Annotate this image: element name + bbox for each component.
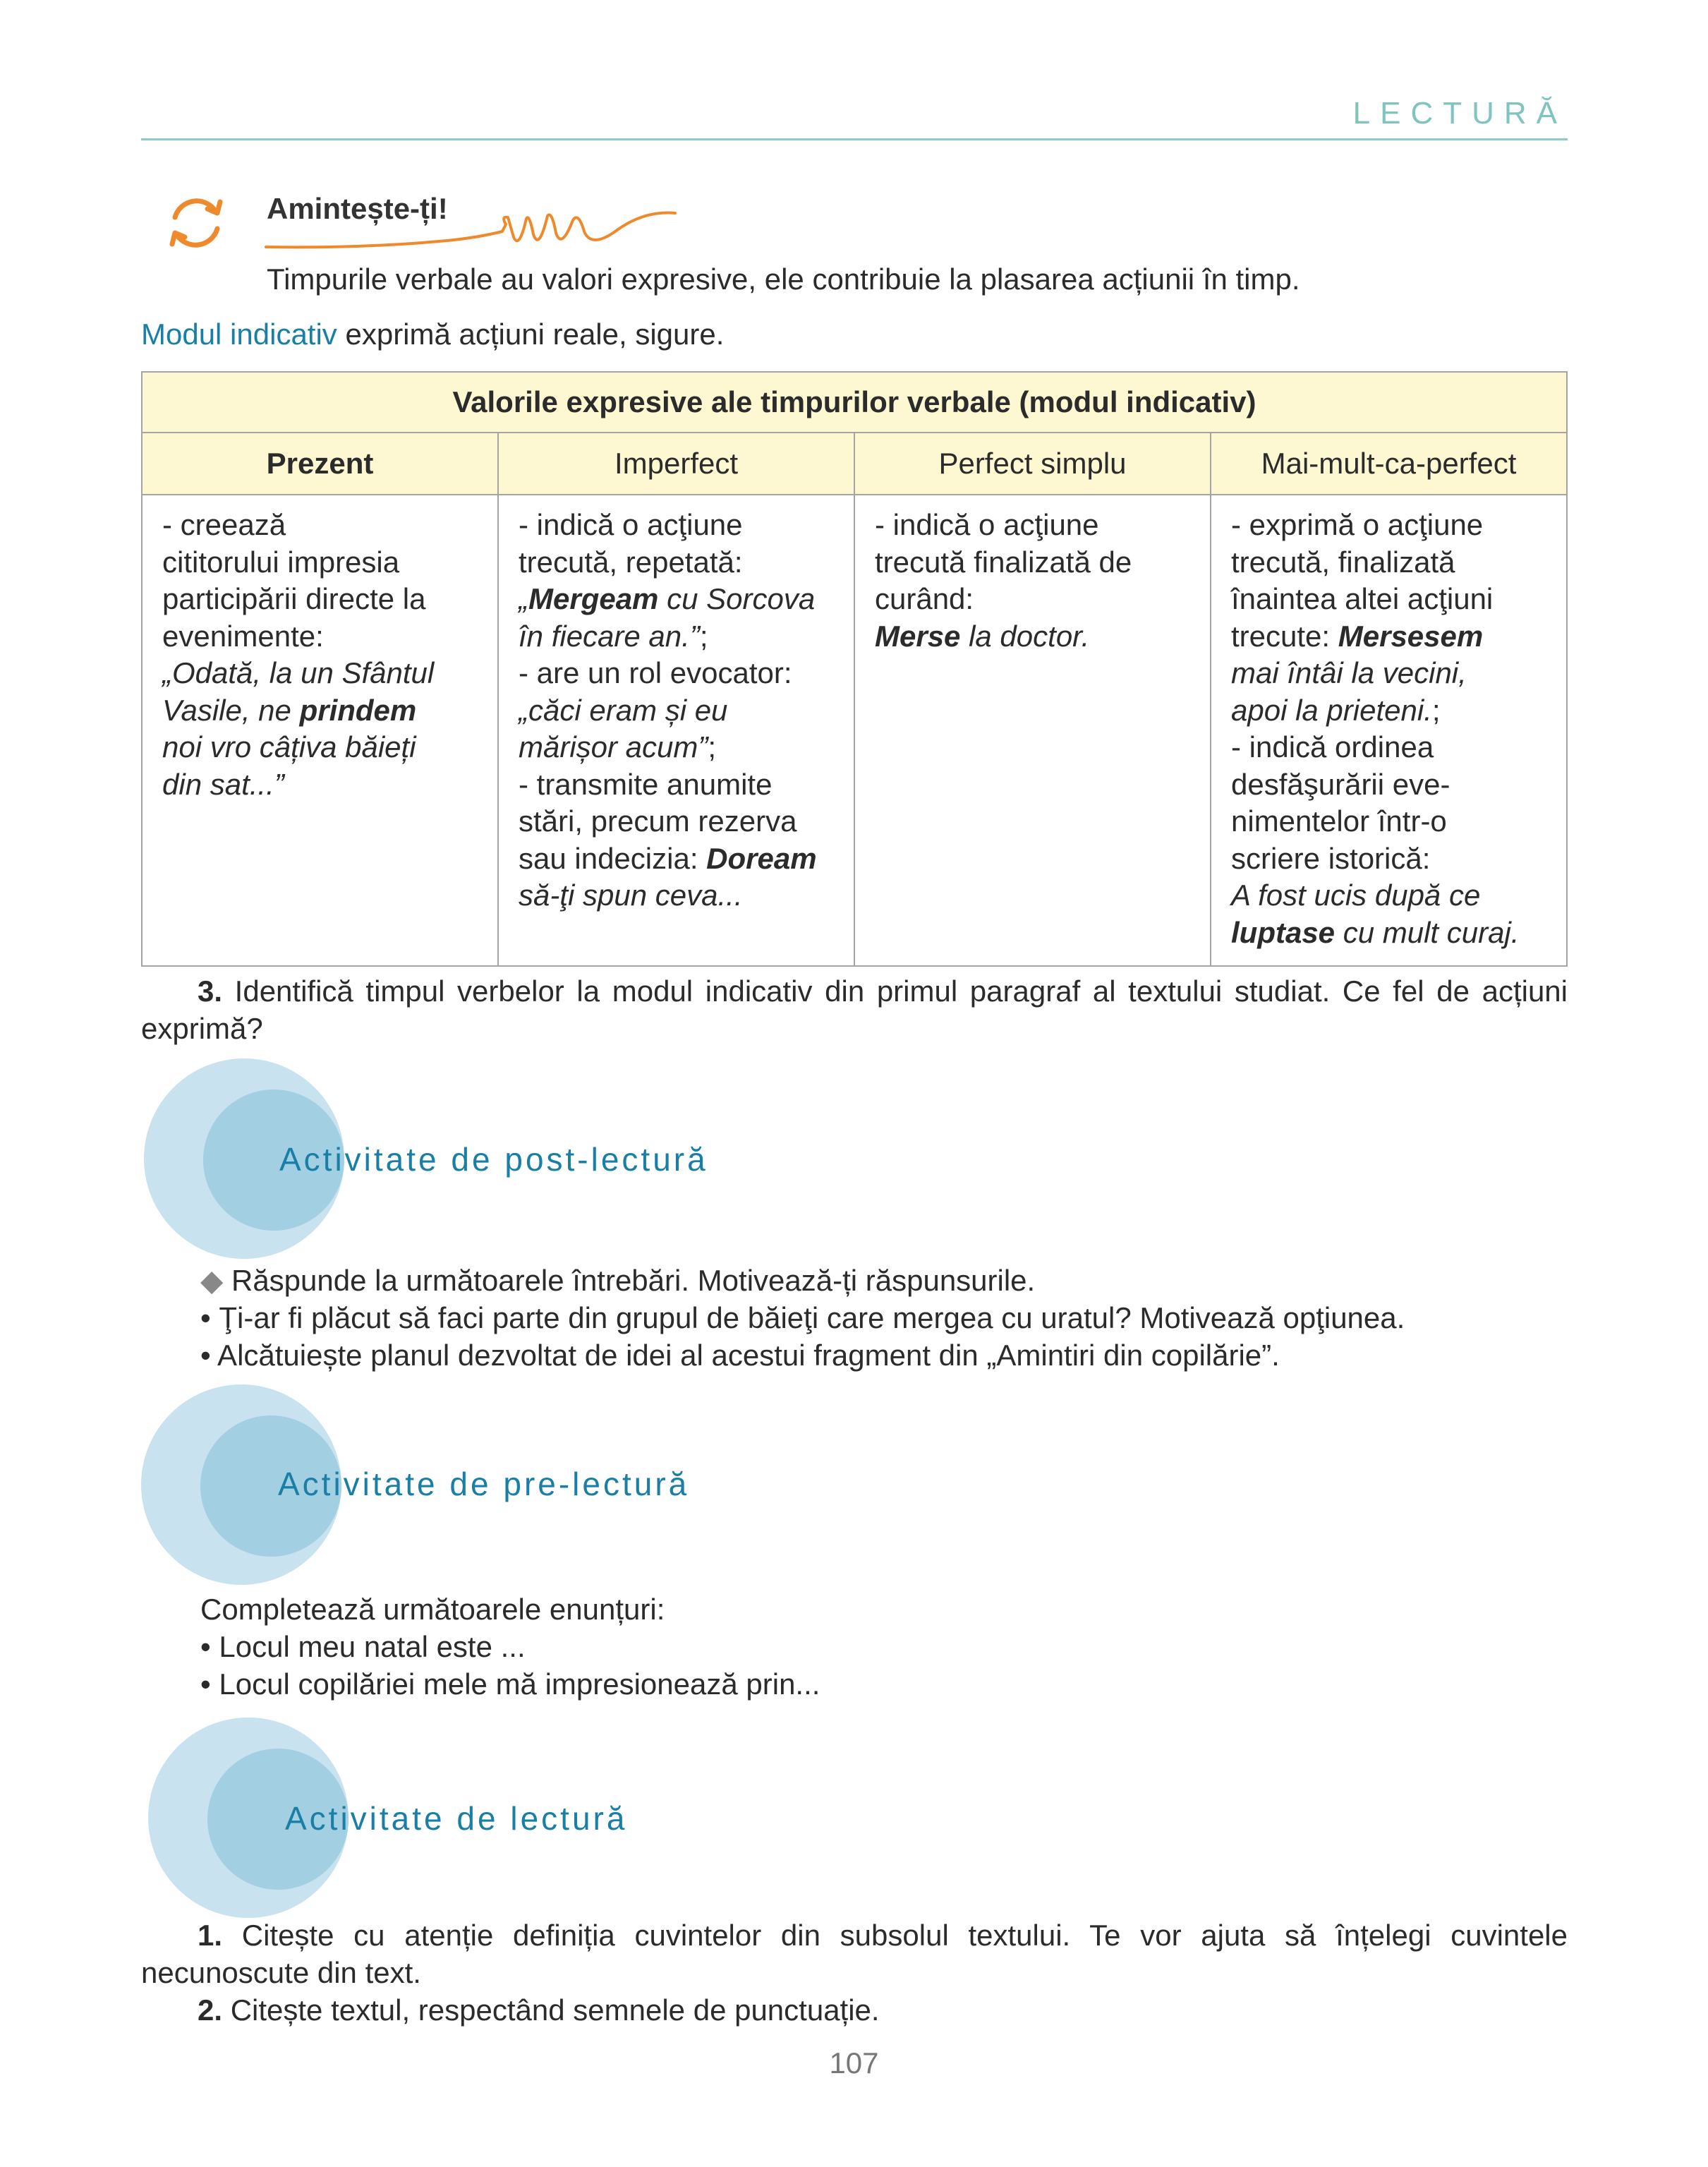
cell-line: - indică o acţiune <box>875 508 1099 541</box>
example-quote <box>162 729 480 766</box>
cell-line <box>519 840 837 878</box>
highlighted-verb: Merse <box>875 619 961 653</box>
example-quote <box>1231 655 1549 692</box>
cell-line: - are un rol evocator: <box>519 656 792 689</box>
list-item: • Alcătuiește planul dezvoltat de idei al acestui fragment din „Amintiri din copilărie”. <box>200 1339 1280 1372</box>
example-quote <box>519 581 837 618</box>
cell-line: trecută finalizată de <box>875 545 1132 579</box>
header-perfect-simplu: Perfect simplu <box>854 433 1211 495</box>
question-number: 3. <box>198 974 223 1008</box>
section-title-reading: Activitate de lectură <box>285 1800 628 1837</box>
question-text: Citește textul, respectând semnele de punctuație. <box>222 1993 880 2027</box>
example-quote <box>1231 877 1549 915</box>
question-number: 1. <box>198 1919 223 1952</box>
cell-line <box>1231 618 1549 656</box>
question-3 <box>141 972 1568 1047</box>
cell-line: înaintea altei acţiuni <box>1231 582 1494 615</box>
post-reading-list <box>200 1262 1405 1374</box>
punctuation: ; <box>699 619 708 653</box>
example-quote <box>875 618 1193 656</box>
cell-line: nimentelor într-o <box>1231 804 1447 838</box>
mode-term: Modul indicativ <box>141 318 337 351</box>
example-text: „ <box>519 582 528 615</box>
pre-reading-list <box>200 1590 820 1703</box>
cell-text: sau indecizia: <box>519 841 707 875</box>
example-quote <box>1231 915 1549 952</box>
example-text: Vasile, ne <box>162 693 300 727</box>
example-text: apoi la prieteni. <box>1231 693 1432 727</box>
example-text: în fiecare an.” <box>519 619 700 653</box>
cell-line: trecută, finalizată <box>1231 545 1455 579</box>
cell-line: scriere istorică: <box>1231 841 1431 875</box>
remember-text: Timpurile verbale au valori expresive, ele contribuie la plasarea acțiunii în timp. <box>267 262 1300 296</box>
cell-line: - transmite anumite <box>519 767 773 801</box>
example-text: A fost ucis după ce <box>1231 879 1481 912</box>
list-intro: Completează următoarele enunțuri: <box>200 1593 665 1626</box>
example-quote <box>519 618 837 656</box>
example-quote <box>162 655 480 692</box>
example-text: cu mult curaj. <box>1335 915 1520 949</box>
example-quote <box>519 877 837 915</box>
question-text: Citește cu atenție definiția cuvintelor din subsolul textului. Te vor ajuta să înțelegi cuvintele necunoscute din text. <box>141 1919 1568 1989</box>
verb-tense-values-table <box>141 371 1568 967</box>
reading-question-2 <box>141 1991 1568 2029</box>
cell-line: - indică ordinea <box>1231 730 1434 763</box>
table-caption: Valorile expresive ale timpurilor verbale (modul indicativ) <box>142 372 1567 433</box>
list-intro <box>200 1262 1405 1299</box>
list-intro-text: Răspunde la următoarele întrebări. Motivează-ți răspunsurile. <box>223 1264 1036 1297</box>
cell-line: evenimente: <box>162 619 324 653</box>
list-item: • Locul meu natal este ... <box>200 1630 526 1663</box>
section-title-pre-reading: Activitate de pre-lectură <box>278 1466 690 1502</box>
cell-line: cititorului impresia <box>162 545 400 579</box>
cell-line: trecută, repetată: <box>519 545 743 579</box>
mode-definition <box>141 318 724 351</box>
header-divider <box>141 138 1568 140</box>
reading-question-1 <box>141 1917 1568 1991</box>
highlighted-verb: luptase <box>1231 915 1335 949</box>
header-prezent: Prezent <box>142 433 498 495</box>
highlighted-verb: Mersesem <box>1338 619 1484 653</box>
example-text: să-ţi spun ceva... <box>519 879 743 912</box>
example-quote <box>519 729 837 766</box>
example-quote <box>162 766 480 804</box>
list-item: • Ţi-ar fi plăcut să faci parte din grupul de băieţi care mergea cu uratul? Motivează opţiunea. <box>200 1301 1405 1334</box>
example-text: noi vro câțiva băieți <box>162 730 416 763</box>
question-text: Identifică timpul verbelor la modul indicativ din primul paragraf al textului studiat. Ce fel de acțiuni exprimă? <box>141 974 1568 1045</box>
cell-line: desfăşurării eve- <box>1231 767 1450 801</box>
example-text: „căci eram și eu <box>519 693 728 727</box>
cell-imperfect <box>498 495 854 966</box>
remember-title: Amintește-ți! <box>267 192 448 225</box>
punctuation: ; <box>1431 693 1441 727</box>
cell-line: - creează <box>162 508 286 541</box>
cell-perfect-simplu <box>854 495 1211 966</box>
mode-description: exprimă acțiuni reale, sigure. <box>337 318 725 351</box>
example-text: „Odată, la un Sfântul <box>162 656 435 689</box>
refresh-cycle-icon <box>161 188 231 258</box>
question-number: 2. <box>198 1993 223 2027</box>
highlighted-verb: prindem <box>299 693 417 727</box>
example-text: mai întâi la vecini, <box>1231 656 1467 689</box>
example-text: din sat...” <box>162 767 284 801</box>
example-text: la doctor. <box>960 619 1090 653</box>
example-quote <box>1231 692 1549 730</box>
cell-line: stări, precum rezerva <box>519 804 797 838</box>
cell-text: trecute: <box>1231 619 1338 653</box>
highlighted-verb: Doream <box>706 841 817 875</box>
example-quote <box>519 692 837 730</box>
cell-line: - indică o acţiune <box>519 508 743 541</box>
cell-mai-mult-ca-perfect <box>1211 495 1567 966</box>
example-text: mărișor acum” <box>519 730 708 763</box>
highlighted-verb: Mergeam <box>528 582 659 615</box>
header-mai-mult-ca-perfect: Mai-mult-ca-perfect <box>1211 433 1567 495</box>
section-label: LECTURĂ <box>1352 96 1567 131</box>
example-text: cu Sorcova <box>658 582 816 615</box>
cell-prezent <box>142 495 498 966</box>
cell-line: curând: <box>875 582 974 615</box>
cell-line: - exprimă o acţiune <box>1231 508 1484 541</box>
punctuation: ; <box>708 730 717 763</box>
section-title-post-reading: Activitate de post-lectură <box>279 1141 708 1178</box>
cell-line: participării directe la <box>162 582 426 615</box>
example-quote <box>162 692 480 730</box>
header-imperfect: Imperfect <box>498 433 854 495</box>
diamond-bullet-icon: ◆ <box>200 1264 224 1297</box>
page-number: 107 <box>829 2046 879 2080</box>
list-item: • Locul copilăriei mele mă impresionează prin... <box>200 1667 820 1701</box>
